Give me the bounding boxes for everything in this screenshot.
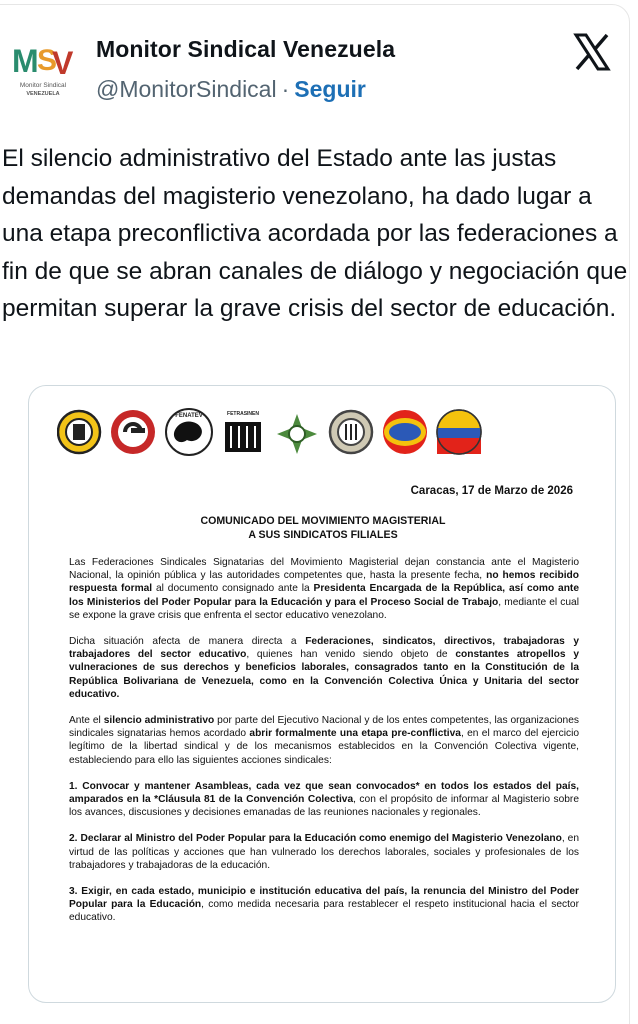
avatar-logo-s: S [37,44,58,77]
union-logo-fetrasinen-icon [225,411,261,452]
document-paragraph-1: Las Federaciones Sindicales Signatarias del Movimiento Magisterial dejan constancia ante el Magisterio Nacional, la opinión pública y las autoridades competentes que, hasta la presente fecha, no hemos recibido respuesta formal al documento consignado ante la Presidenta Encargada de la República, así como ante los Ministerios del Poder Popular para la Educación y para el Proceso Social de Trabajo, mediante el cual se expone la grave crisis que enfrenta el sector educativo venezolano. [69,557,579,621]
x-logo-icon[interactable] [572,32,612,72]
document-title-line-1: COMUNICADO DEL MOVIMIENTO MAGISTERIAL [200,515,446,527]
document-action-2: 2. Declarar al Ministro del Poder Popular para la Educación como enemigo del Magisterio Venezolano, en virtud de las políticas y acciones que han vulnerado los derechos laborales, sociales y profesionales de los trabajadores y trabajadoras de la educación. [69,833,579,871]
avatar-logo-m: M [12,43,39,79]
document-title-line-2: A SUS SINDICATOS FILIALES [248,529,398,541]
avatar-logo-v: V [52,45,74,81]
union-logo-6-icon [330,411,372,453]
union-logo-2-icon [111,410,155,454]
author-handle[interactable]: @MonitorSindical [96,76,277,102]
document-paragraph-3: Ante el silencio administrativo por parte del Ejecutivo Nacional y de los entes competentes, las organizaciones sindicales signatarias hemos acordado abrir formalmente una etapa pre-conflictiva, en el marco del ejercicio legítimo de la libertad sindical y de los mecanismos establecidos en la Convención Colectiva vigente, estableciendo para ello las siguientes acciones sindicales: [69,715,579,766]
tweet-text: El silencio administrativo del Estado ante las justas demandas del magisterio venezolano, ha dado lugar a una etapa preconflictiva acordada por las federaciones a fin de que se abran canales de diálogo y negociación que permitan superar la grave crisis del sector de educación. [2,145,628,322]
document-paragraph-2: Dicha situación afecta de manera directa a Federaciones, sindicatos, directivos, trabajadoras y trabajadores del sector educativo, quienes han venido siendo objeto de constantes atropellos y vulneraciones de sus derechos y beneficios laborales, consagrados tanto en la Constitución de la República Bolivariana de Venezuela, como en la Convención Colectiva Única y Unitaria del sector educativo. [69,636,580,700]
handle-row [96,76,366,103]
union-logo-8-icon [437,410,481,454]
document-action-3: 3. Exigir, en cada estado, municipio e institución educativa del país, la renuncia del Ministro del Poder Popular para la Educación, como medida necesaria para restablecer el respeto institucional hacia el sector educativo. [69,886,579,924]
union-logo-7-icon [383,410,427,454]
avatar-caption-1: Monitor Sindical [19,82,67,89]
fenatev-label: FENATEV [175,413,203,419]
document-body [69,556,579,938]
union-logo-5-icon [277,414,317,454]
avatar-caption-2: VENEZUELA [26,91,60,97]
tweet-media-image[interactable] [28,385,616,1003]
separator-dot: · [281,76,290,102]
union-logos-row [57,404,497,460]
fetrasinen-label: FETRASINEN [227,411,259,417]
profile-avatar[interactable] [8,36,78,98]
document-action-1: 1. Convocar y mantener Asambleas, cada vez que sean convocados* en todos los estados del país, amparados en la *Cláusula 81 de la Convención Colectiva, con el propósito de informar al Magisterio sobre los avances, discusiones y decisiones emanadas de las reuniones nacionales y regionales. [69,780,579,819]
union-logo-1-icon [58,411,100,453]
author-name[interactable]: Monitor Sindical Venezuela [96,36,396,62]
document-date: Caracas, 17 de Marzo de 2026 [410,485,573,497]
union-logo-fenatev-icon [166,409,212,455]
follow-button[interactable]: Seguir [294,76,366,102]
tweet-header [0,32,638,112]
